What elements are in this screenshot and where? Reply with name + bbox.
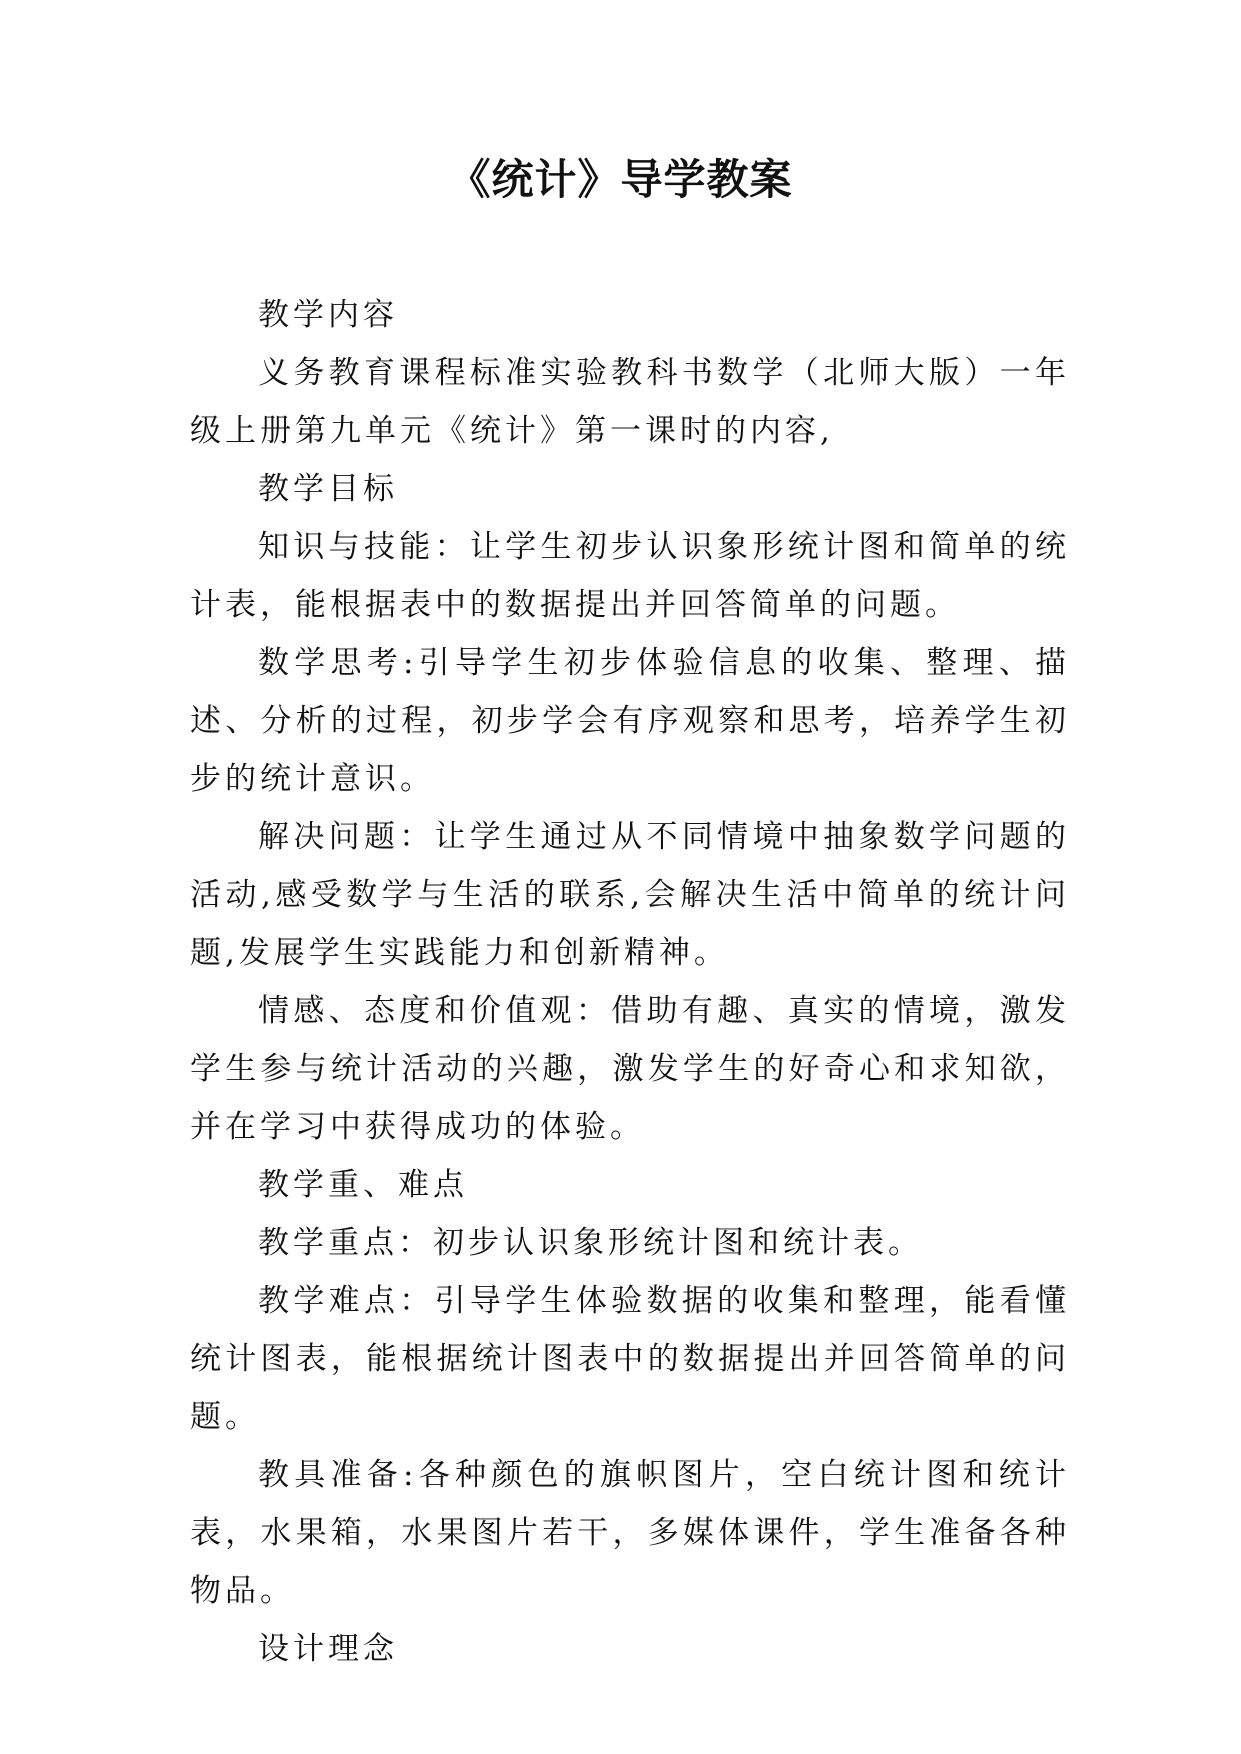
document-body xyxy=(190,286,1070,1678)
paragraph-content-description: 义务教育课程标准实验教科书数学（北师大版）一年级上册第九单元《统计》第一课时的内容, xyxy=(190,355,1070,449)
heading-key-difficult-points: 教学重、难点 xyxy=(258,1167,468,1203)
paragraph-emotion-attitude: 情感、态度和价值观：借助有趣、真实的情境，激发学生参与统计活动的兴趣，激发学生的好奇心和求知欲，并在学习中获得成功的体验。 xyxy=(190,993,1070,1145)
paragraph-difficult-point: 教学难点：引导学生体验数据的收集和整理，能看懂统计图表，能根据统计图表中的数据提出并回答简单的问题。 xyxy=(190,1283,1070,1435)
paragraph-problem-solving: 解决问题：让学生通过从不同情境中抽象数学问题的活动,感受数学与生活的联系,会解决生活中简单的统计问题,发展学生实践能力和创新精神。 xyxy=(190,819,1070,971)
document-title: 《统计》导学教案 xyxy=(448,155,793,204)
paragraph-teaching-aids: 教具准备:各种颜色的旗帜图片，空白统计图和统计表，水果箱，水果图片若干，多媒体课件，学生准备各种物品。 xyxy=(190,1457,1070,1609)
paragraph-knowledge-skills: 知识与技能：让学生初步认识象形统计图和简单的统计表，能根据表中的数据提出并回答简单的问题。 xyxy=(190,529,1070,623)
heading-teaching-goals: 教学目标 xyxy=(258,471,398,507)
paragraph-math-thinking: 数学思考:引导学生初步体验信息的收集、整理、描述、分析的过程，初步学会有序观察和思考，培养学生初步的统计意识。 xyxy=(190,645,1070,797)
heading-teaching-content: 教学内容 xyxy=(258,297,398,333)
heading-design-concept: 设计理念 xyxy=(258,1631,398,1667)
paragraph-key-point: 教学重点：初步认识象形统计图和统计表。 xyxy=(258,1225,923,1261)
